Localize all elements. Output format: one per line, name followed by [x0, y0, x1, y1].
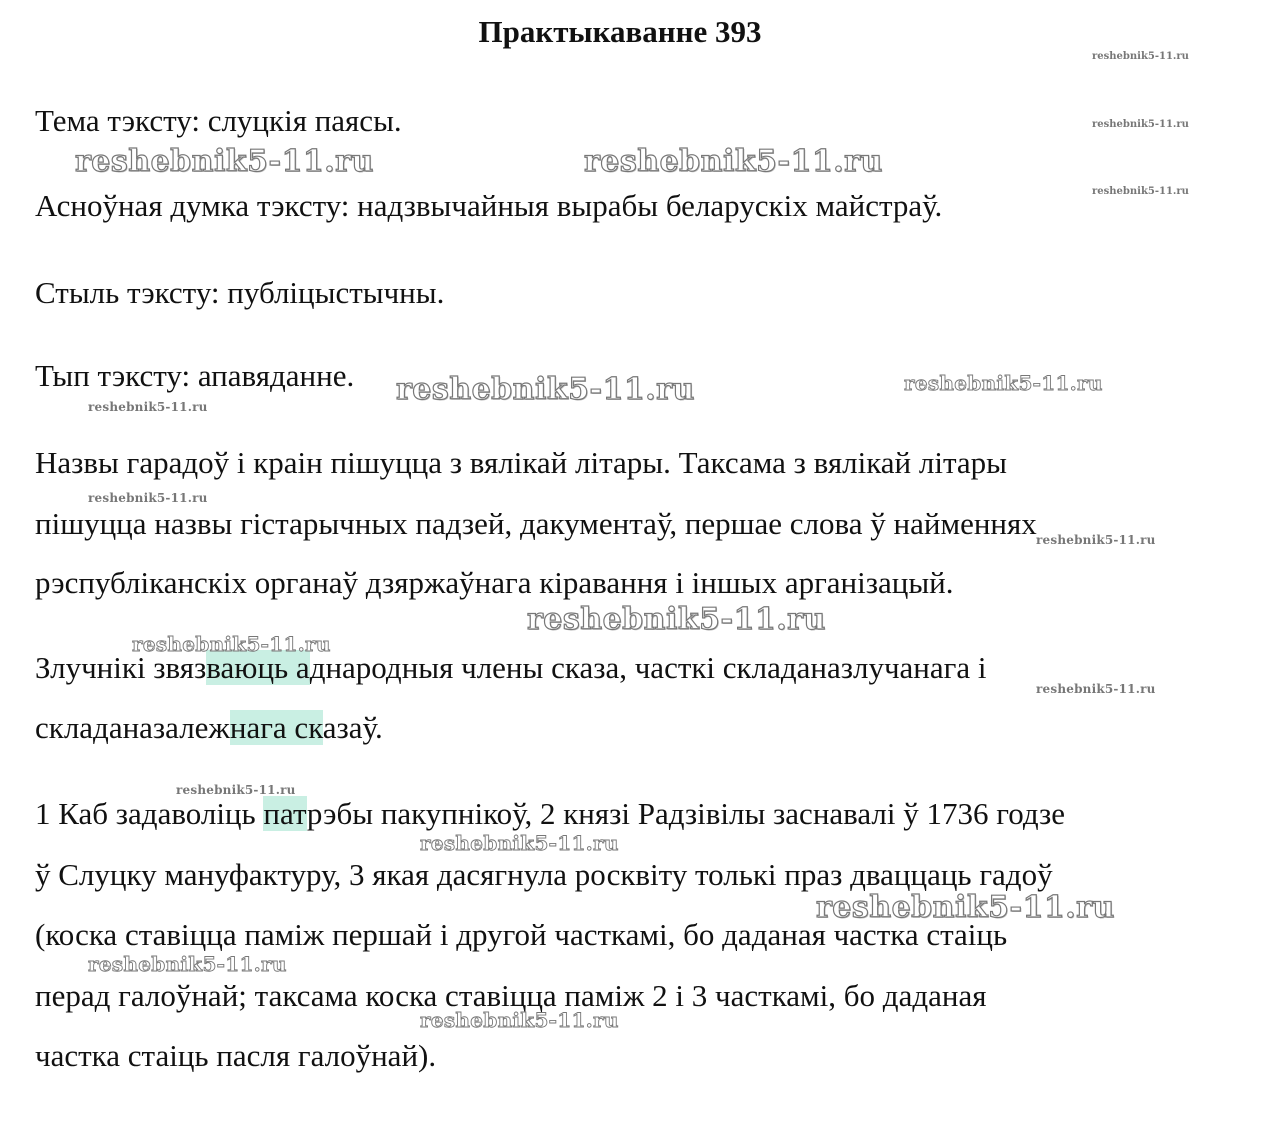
conjunctions-line-2	[35, 708, 383, 748]
text-type: Тып тэксту: апавяданне.	[35, 358, 355, 393]
highlight-mark: ваюць а	[206, 650, 310, 685]
watermark: reshebnik5-11.ru	[816, 890, 1115, 925]
sentence-line-2: ў Слуцку мануфактуру, 3 якая дасягнула росквіту толькі праз дваццаць гадоў	[35, 857, 1053, 892]
sentence-line-3: (коска ставіцца паміж першай і другой часткамі, бо даданая частка стаіць	[35, 917, 1008, 952]
text-segment: азаў.	[322, 710, 383, 745]
watermark: reshebnik5-11.ru	[396, 372, 695, 407]
watermark: reshebnik5-11.ru	[176, 783, 296, 797]
watermark: reshebnik5-11.ru	[527, 602, 826, 637]
capitalization-line-1: Назвы гарадоў і краін пішуцца з вялікай літары. Таксама з вялікай літары	[35, 445, 1007, 480]
watermark: reshebnik5-11.ru	[1092, 51, 1189, 62]
text-segment: днародныя члены сказа, часткі складаназлучанага і	[309, 650, 987, 685]
text-segment: рэбы пакупнікоў, 2 князі Радзівілы заснавалі ў 1736 годзе	[306, 796, 1065, 831]
watermark: reshebnik5-11.ru	[420, 1008, 619, 1032]
watermark: reshebnik5-11.ru	[1092, 186, 1189, 197]
watermark: reshebnik5-11.ru	[1036, 682, 1156, 696]
watermark: reshebnik5-11.ru	[584, 144, 883, 179]
highlight-mark: пат	[263, 796, 307, 831]
highlight-mark: нага ск	[229, 710, 323, 745]
text-segment: складаназалеж	[35, 710, 230, 745]
watermark: reshebnik5-11.ru	[420, 831, 619, 855]
watermark: reshebnik5-11.ru	[1036, 533, 1156, 547]
sentence-line-5: частка стаіць пасля галоўнай).	[35, 1038, 437, 1073]
watermark: reshebnik5-11.ru	[132, 632, 331, 656]
text-segment: Злучнікі звяз	[35, 650, 207, 685]
page-title: Практыкаванне 393	[478, 14, 762, 49]
watermark: reshebnik5-11.ru	[88, 400, 208, 414]
watermark: reshebnik5-11.ru	[75, 144, 374, 179]
capitalization-line-2: пішуцца назвы гістарычных падзей, дакументаў, першае слова ў найменнях	[35, 506, 1037, 541]
sentence-line-1	[35, 794, 1065, 834]
text-main-idea: Асноўная думка тэксту: надзвычайныя вырабы беларускіх майстраў.	[35, 188, 943, 223]
conjunctions-line-1	[35, 648, 986, 688]
capitalization-line-3: рэспубліканскіх органаў дзяржаўнага кіравання і іншых арганізацый.	[35, 565, 954, 600]
text-style: Стыль тэксту: публіцыстычны.	[35, 275, 445, 310]
watermark: reshebnik5-11.ru	[1092, 119, 1189, 130]
sentence-line-4: перад галоўнай; таксама коска ставіцца паміж 2 і 3 часткамі, бо даданая	[35, 978, 987, 1013]
text-segment: 1 Каб задаволіць	[35, 796, 264, 831]
watermark: reshebnik5-11.ru	[88, 952, 287, 976]
watermark: reshebnik5-11.ru	[88, 491, 208, 505]
watermark: reshebnik5-11.ru	[904, 371, 1103, 395]
text-topic: Тема тэксту: слуцкія паясы.	[35, 103, 402, 138]
